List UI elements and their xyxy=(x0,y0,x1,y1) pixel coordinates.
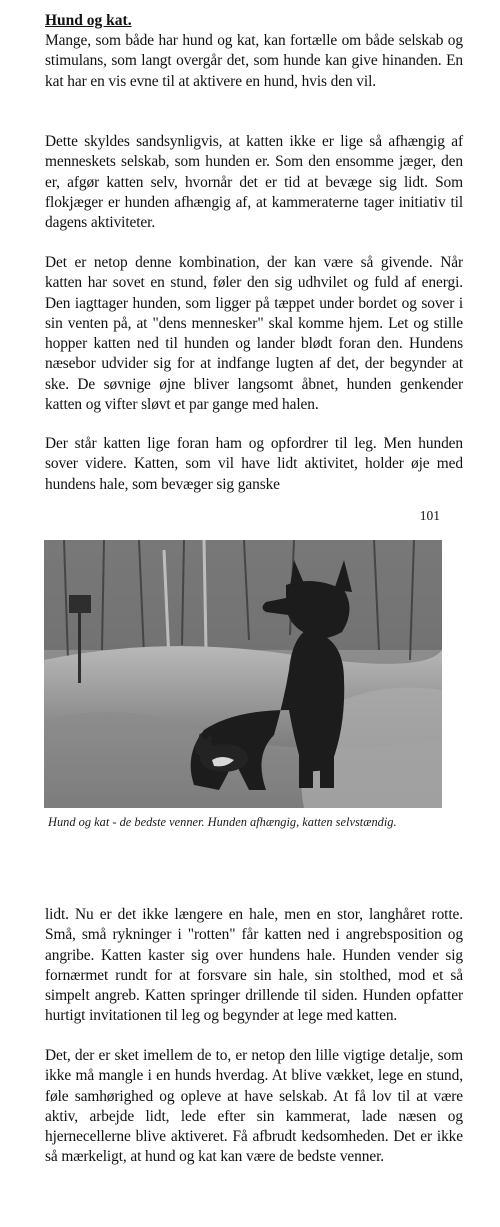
article-title: Hund og kat. xyxy=(45,12,132,29)
photo-dog-and-cat xyxy=(44,540,442,808)
paragraph-3: Det er netop denne kombination, der kan være så givende. Når katten har sovet en stund, føler den sig udhvilet og fuld af energi. Den iagttager hunden, som ligger på tæppet under bordet og sover i sin venten på, at "dens mennesker" skal komme hjem. Let og stille hopper katten ned til hunden og lander blødt foran den. Hundens næsebor udvider sig for at indfange lugten af det, der begynder at ske. De søvnige øjne bliver langsomt åbnet, hunden genkender katten og vifter sløvt et par gange med halen. xyxy=(45,254,463,414)
paragraph-5: lidt. Nu er det ikke længere en hale, men en stor, langhåret rotte. Små, små rykninger i "rotten" får katten ned i angrebsposition og angribe. Katten kaster sig over hundens hale. Hunden vender sig fornærmet rundt for at forsvare sin hale, sin stolthed, mod et så simpelt angreb. Katten springer drillende til siden. Hunden opfatter hurtigt invitationen til leg og begynder at lege med katten. xyxy=(45,906,463,1025)
page-number: 101 xyxy=(419,508,440,523)
paragraph-1: Mange, som både har hund og kat, kan fortælle om både selskab og stimulans, som langt overgår det, som hunde kan give hinanden. En kat har en vis evne til at aktivere en hund, hvis den vil. xyxy=(45,32,463,90)
photo-illustration xyxy=(44,540,442,808)
paragraph-2: Dette skyldes sandsynligvis, at katten ikke er lige så afhængig af menneskets selskab, som hunden er. Som den ensomme jæger, den er, afgør katten selv, hvornår det er tid at bevæge sig lidt. Som flokjæger er hunden afhængig af, at kammeraterne tager initiativ til dagens aktiviteter. xyxy=(45,133,463,232)
paragraph-6: Det, der er sket imellem de to, er netop den lille vigtige detalje, som ikke må mangle i en hunds hverdag. At blive vækket, lege en stund, føle samhørighed og opleve at have selskab. At få lov til at være aktiv, arbejde lidt, lede efter sin kammerat, lade næsen og hjernecellerne blive aktiveret. Få afbrudt kedsomheden. Det er ikke så mærkeligt, at hund og kat kan være de bedste venner. xyxy=(45,1047,463,1166)
paragraph-4: Der står katten lige foran ham og opfordrer til leg. Men hunden sover videre. Katten, som vil have lidt aktivitet, holder øje med hundens hale, som bevæger sig ganske xyxy=(45,435,463,493)
photo-caption: Hund og kat - de bedste venner. Hunden afhængig, katten selvstændig. xyxy=(48,815,397,829)
